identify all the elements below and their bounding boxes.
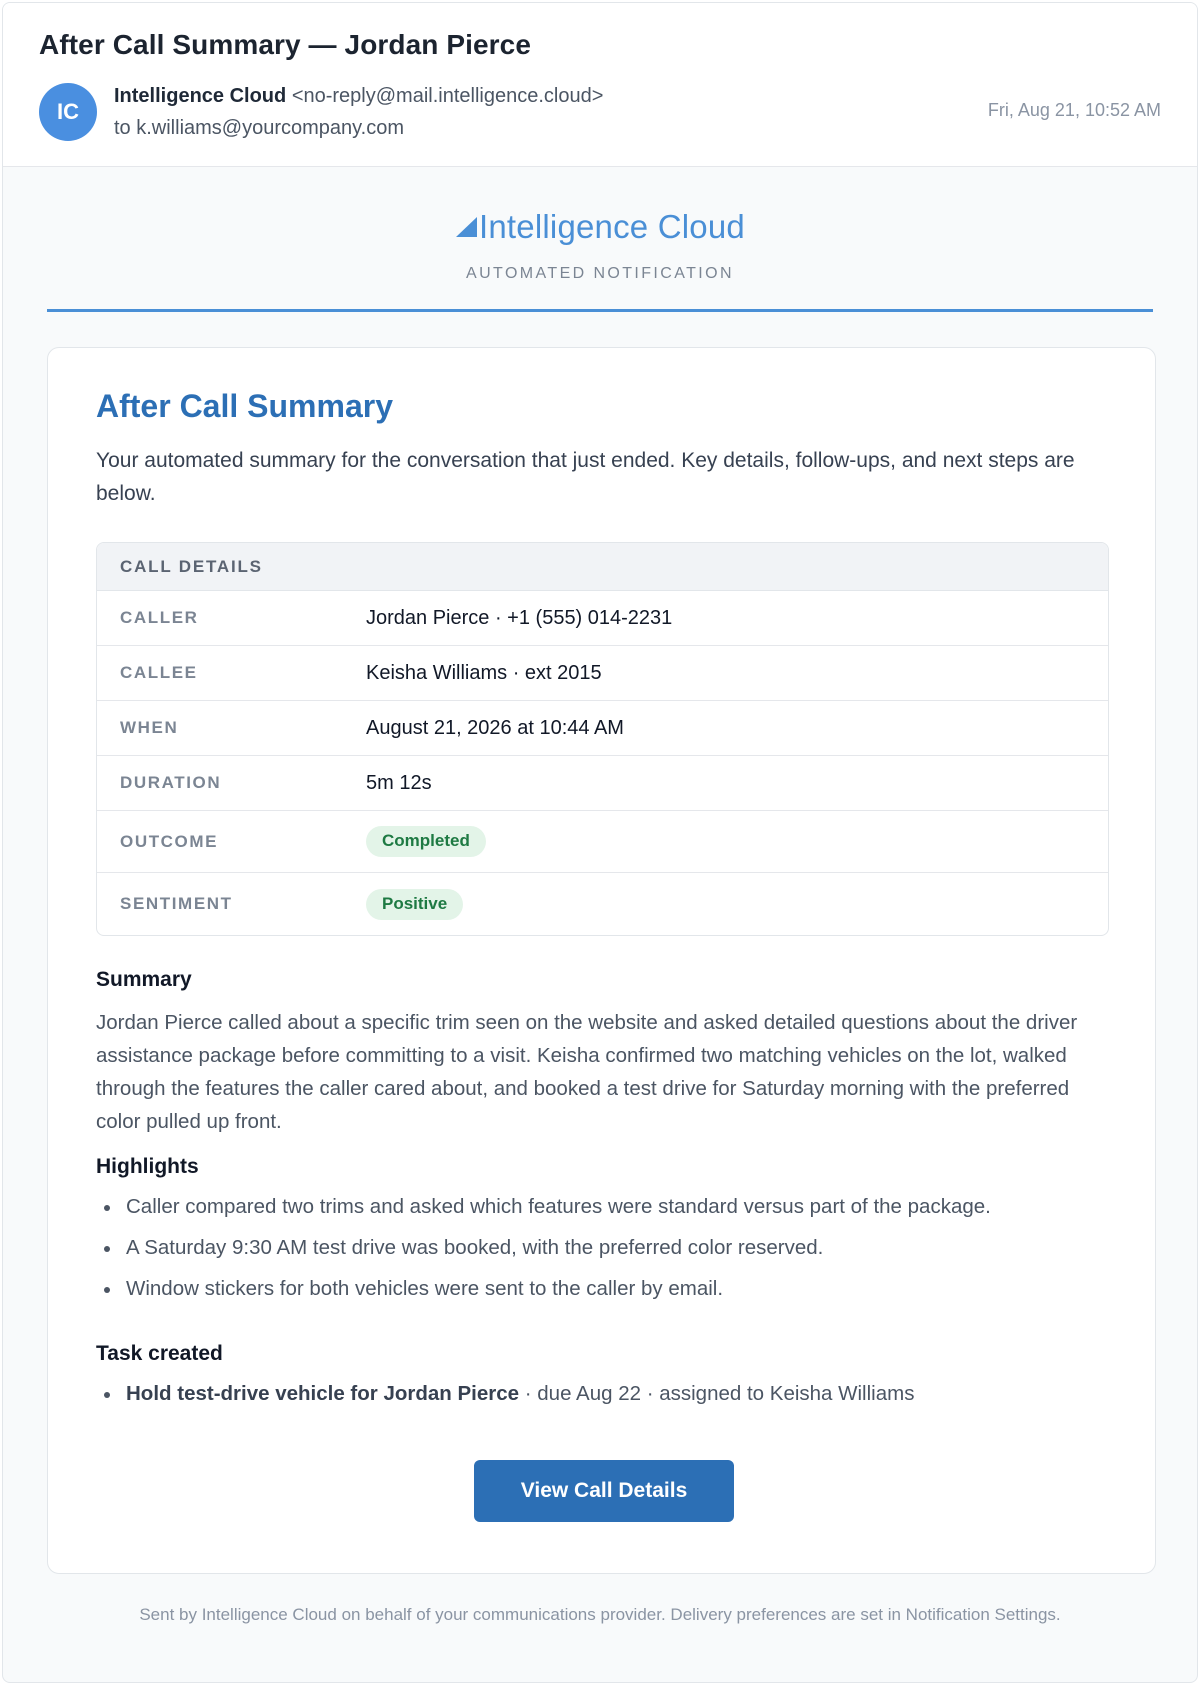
details-value: Keisha Williams · ext 2015: [366, 661, 602, 684]
task-item: [126, 1381, 914, 1422]
details-label: CALLER: [120, 608, 199, 627]
details-label: CALLEE: [120, 663, 198, 682]
sender-avatar[interactable]: IC: [39, 83, 97, 141]
details-row-sentiment: [97, 873, 1108, 935]
summary-text: Jordan Pierce called about a specific trim seen on the website and asked detailed questions about the driver assistance package before committing to a visit. Keisha confirmed two matching vehicles on the lot, walked through the features the caller cared about, and booked a test drive for Saturday morning with the preferred color pulled up front.: [96, 1011, 1078, 1133]
email-subject: After Call Summary — Jordan Pierce: [39, 29, 532, 60]
list-item: Window stickers for both vehicles were sent to the caller by email.: [126, 1276, 991, 1317]
list-item: A Saturday 9:30 AM test drive was booked, with the preferred color reserved.: [126, 1235, 991, 1276]
details-value: Jordan Pierce · +1 (555) 014-2231: [366, 606, 673, 629]
task-name: Hold test-drive vehicle for Jordan Pierce: [126, 1382, 520, 1405]
details-value: 5m 12s: [366, 771, 432, 794]
card-intro: Your automated summary for the conversation that just ended. Key details, follow-ups, and next steps are below.: [96, 449, 1075, 505]
card-title: After Call Summary: [96, 388, 393, 424]
highlights-list: [96, 1194, 991, 1317]
details-label: SENTIMENT: [120, 894, 233, 913]
details-label: OUTCOME: [120, 831, 219, 851]
recipient-line[interactable]: to k.williams@yourcompany.com: [114, 117, 405, 139]
details-row-when: [97, 701, 1108, 756]
sender-line: [114, 85, 603, 108]
brand-logo: [455, 208, 745, 246]
details-row-callee: [97, 646, 1108, 701]
summary-heading: Summary: [96, 968, 192, 991]
email-window: [2, 2, 1198, 1683]
view-call-details-button[interactable]: View Call Details: [474, 1460, 734, 1522]
brand-tagline: AUTOMATED NOTIFICATION: [466, 265, 734, 282]
details-row-duration: [97, 756, 1108, 811]
sentiment-badge: Positive: [366, 889, 463, 920]
sender-name[interactable]: Intelligence Cloud: [114, 85, 287, 107]
email-timestamp: Fri, Aug 21, 10:52 AM: [987, 100, 1161, 120]
task-heading: Task created: [96, 1342, 223, 1365]
email-footer: Sent by Intelligence Cloud on behalf of your communications provider. Delivery preferences are set in Notification Settings.: [139, 1605, 1061, 1624]
brand-logo-icon: [455, 216, 477, 238]
brand-divider: [47, 309, 1153, 312]
details-label: DURATION: [120, 773, 222, 792]
task-list: [96, 1381, 914, 1422]
brand-header: [3, 208, 1197, 246]
call-details-header: CALL DETAILS: [97, 543, 1108, 591]
highlights-heading: Highlights: [96, 1155, 199, 1178]
details-value: [366, 826, 486, 857]
brand-logo-text: Intelligence Cloud: [479, 208, 745, 245]
summary-card: [47, 347, 1156, 1574]
details-row-caller: [97, 591, 1108, 646]
details-value: August 21, 2026 at 10:44 AM: [366, 716, 624, 739]
details-row-outcome: [97, 811, 1108, 873]
details-value: [366, 889, 463, 920]
outcome-badge: Completed: [366, 826, 486, 857]
task-meta: · due Aug 22 · assigned to Keisha Williams: [519, 1382, 915, 1405]
email-header: [3, 3, 1197, 167]
call-details-table: [96, 542, 1109, 936]
details-label: WHEN: [120, 718, 179, 737]
sender-email[interactable]: <no-reply@mail.intelligence.cloud>: [291, 85, 604, 107]
list-item: Caller compared two trims and asked which features were standard versus part of the package.: [126, 1194, 991, 1235]
